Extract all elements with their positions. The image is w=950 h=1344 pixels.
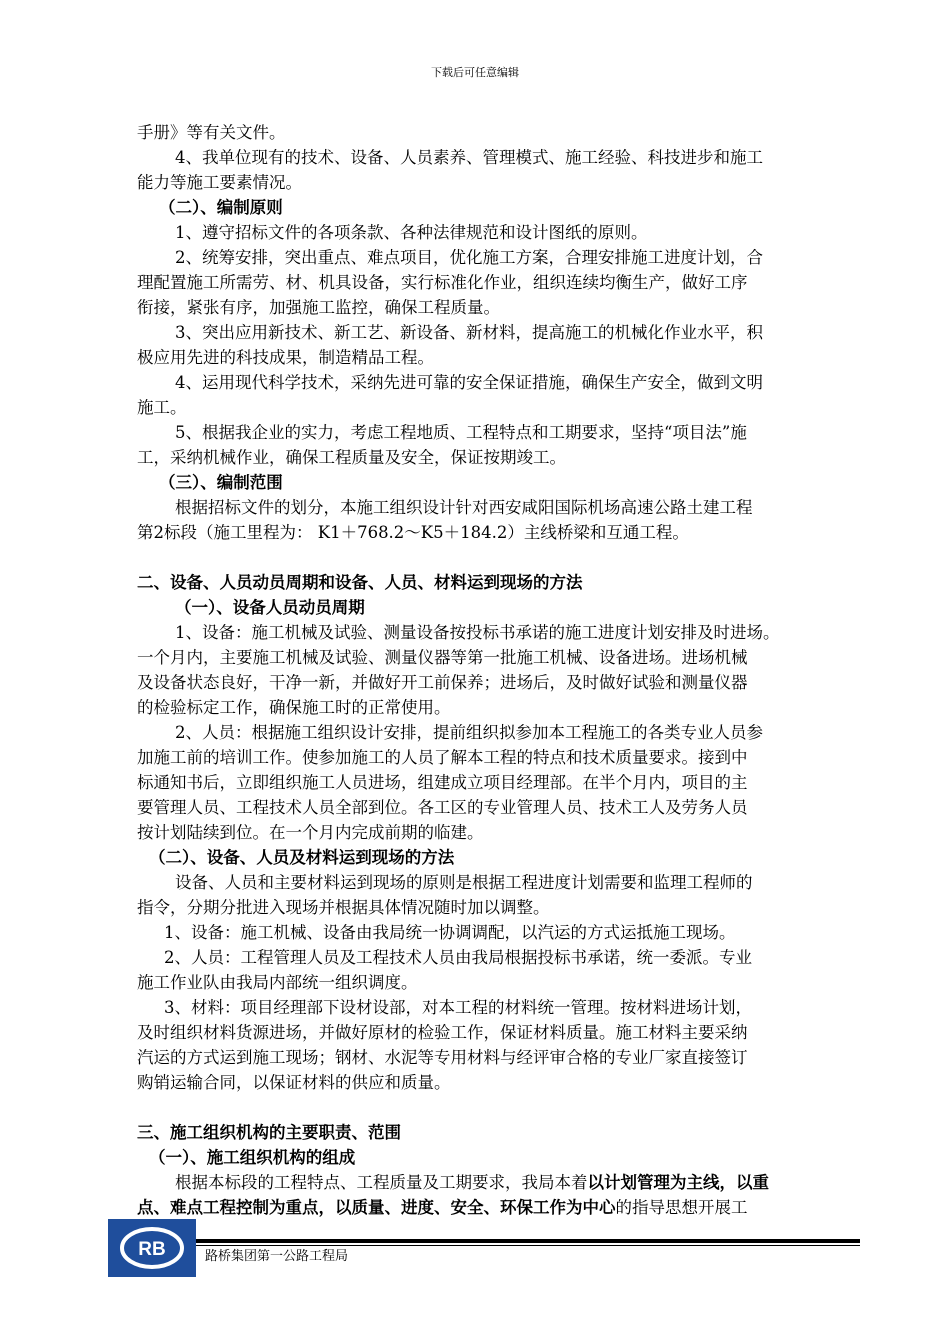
text-line: 1、设备：施工机械及试验、测量设备按投标书承诺的施工进度计划安排及时进场。 xyxy=(175,623,780,642)
text-line: 理配置施工所需劳、材、机具设备，实行标准化作业，组织连续均衡生产，做好工序 xyxy=(137,273,748,292)
text-line: 极应用先进的科技成果，制造精品工程。 xyxy=(137,348,434,367)
text-line: 及设备状态良好，干净一新，并做好开工前保养；进场后，及时做好试验和测量仪器 xyxy=(137,673,748,692)
text-line: 手册》等有关文件。 xyxy=(137,123,286,142)
blank-line xyxy=(137,545,864,570)
section-heading: 三、施工组织机构的主要职责、范围 xyxy=(137,1123,401,1142)
section-heading: （三）、编制范围 xyxy=(159,473,283,492)
section-heading: （一）、设备人员动员周期 xyxy=(175,598,365,617)
text-line: 2、人员：根据施工组织设计安排，提前组织拟参加本工程施工的各类专业人员参 xyxy=(175,723,763,742)
text-line: 根据招标文件的划分，本施工组织设计针对西安咸阳国际机场高速公路土建工程 xyxy=(175,498,753,517)
text-line: 能力等施工要素情况。 xyxy=(137,173,302,192)
text-line: 5、根据我企业的实力，考虑工程地质、工程特点和工期要求，坚持“项目法”施 xyxy=(175,423,747,442)
text-line xyxy=(137,1195,864,1220)
text-line xyxy=(137,1170,864,1195)
company-logo xyxy=(108,1219,196,1277)
text-line: 汽运的方式运到施工现场；钢材、水泥等专用材料与经评审合格的专业厂家直接签订 xyxy=(137,1048,748,1067)
text-line: 第2标段（施工里程为： K1＋768.2～K5＋184.2）主线桥梁和互通工程。 xyxy=(137,523,689,542)
section-heading: （二）、编制原则 xyxy=(159,198,283,217)
text-line: 1、设备：施工机械、设备由我局统一协调调配，以汽运的方式运抵施工现场。 xyxy=(164,923,736,942)
text-line: 一个月内，主要施工机械及试验、测量仪器等第一批施工机械、设备进场。进场机械 xyxy=(137,648,748,667)
text-line: 工，采纳机械作业，确保工程质量及安全，保证按期竣工。 xyxy=(137,448,566,467)
section-heading: （二）、设备、人员及材料运到现场的方法 xyxy=(149,848,455,867)
rb-logo-icon xyxy=(108,1219,196,1277)
text-line: 衔接，紧张有序，加强施工监控，确保工程质量。 xyxy=(137,298,500,317)
text-line: 加施工前的培训工作。使参加施工的人员了解本工程的特点和技术质量要求。接到中 xyxy=(137,748,748,767)
text-line: 要管理人员、工程技术人员全部到位。各工区的专业管理人员、技术工人及劳务人员 xyxy=(137,798,748,817)
text-line: 4、我单位现有的技术、设备、人员素养、管理模式、施工经验、科技进步和施工 xyxy=(175,148,763,167)
text-line: 的检验标定工作，确保施工时的正常使用。 xyxy=(137,698,451,717)
section-heading: （一）、施工组织机构的组成 xyxy=(149,1148,356,1167)
footer-company-name: 路桥集团第一公路工程局 xyxy=(205,1249,349,1264)
text-line: 2、统筹安排，突出重点、难点项目，优化施工方案，合理安排施工进度计划，合 xyxy=(175,248,763,267)
text-line: 3、突出应用新技术、新工艺、新设备、新材料，提高施工的机械化作业水平，积 xyxy=(175,323,763,342)
svg-text:RB: RB xyxy=(138,1239,166,1260)
footer-rule-thick xyxy=(196,1239,860,1243)
bold-text: 以计划管理为主线，以重 xyxy=(587,1173,769,1192)
text-line: 4、运用现代科学技术，采纳先进可靠的安全保证措施，确保生产安全，做到文明 xyxy=(175,373,763,392)
text-line: 施工。 xyxy=(137,398,187,417)
text-span: 的指导思想开展工 xyxy=(615,1198,748,1217)
text-line: 标通知书后，立即组织施工人员进场，组建成立项目经理部。在半个月内，项目的主 xyxy=(137,773,748,792)
text-line: 2、人员：工程管理人员及工程技术人员由我局根据投标书承诺，统一委派。专业 xyxy=(164,948,752,967)
text-line: 施工作业队由我局内部统一组织调度。 xyxy=(137,973,418,992)
text-line: 设备、人员和主要材料运到现场的原则是根据工程进度计划需要和监理工程师的 xyxy=(175,873,753,892)
text-line: 按计划陆续到位。在一个月内完成前期的临建。 xyxy=(137,823,484,842)
text-line: 指令，分期分批进入现场并根据具体情况随时加以调整。 xyxy=(137,898,550,917)
page-header: 下载后可任意编辑 xyxy=(431,66,519,79)
footer-rule-thin xyxy=(196,1245,860,1246)
text-span: 根据本标段的工程特点、工程质量及工期要求，我局本着 xyxy=(175,1173,588,1192)
section-heading: 二、设备、人员动员周期和设备、人员、材料运到现场的方法 xyxy=(137,573,583,592)
text-line: 1、遵守招标文件的各项条款、各种法律规范和设计图纸的原则。 xyxy=(175,223,648,242)
text-line: 及时组织材料货源进场，并做好原材的检验工作，保证材料质量。施工材料主要采纳 xyxy=(137,1023,748,1042)
text-line: 3、材料：项目经理部下设材设部，对本工程的材料统一管理。按材料进场计划， xyxy=(164,998,752,1017)
text-line: 购销运输合同，以保证材料的供应和质量。 xyxy=(137,1073,451,1092)
bold-text: 点、难点工程控制为重点，以质量、进度、安全、环保工作为中心 xyxy=(137,1198,616,1217)
blank-line xyxy=(137,1095,864,1120)
document-body xyxy=(137,120,864,1220)
